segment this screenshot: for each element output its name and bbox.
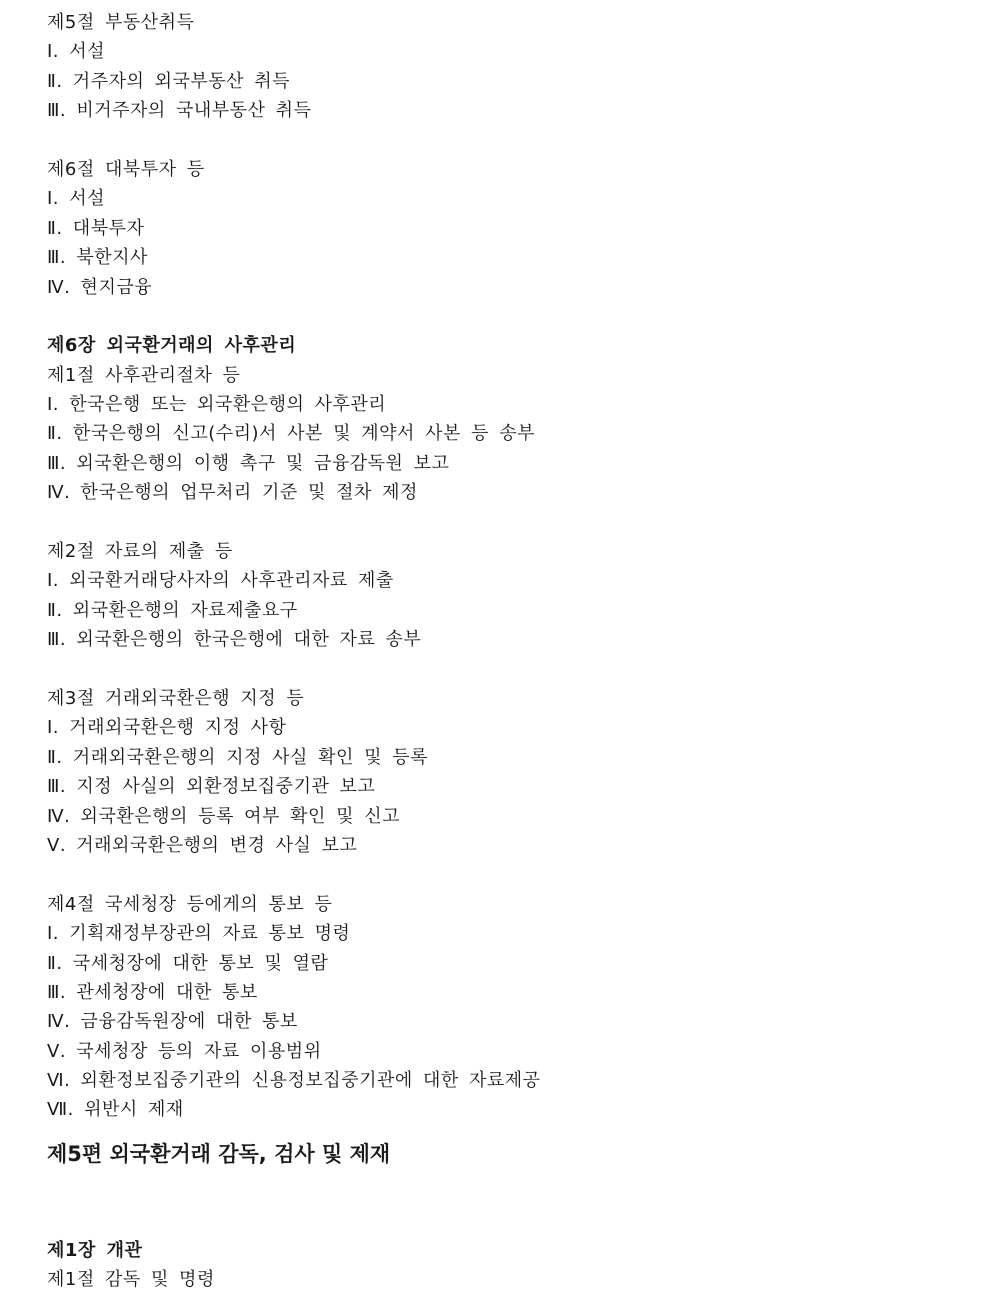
chapter-heading: 제1장 개관 <box>47 1239 143 1261</box>
list-item: Ⅶ. 위반시 제재 <box>47 1099 184 1121</box>
list-item: Ⅴ. 거래외국환은행의 변경 사실 보고 <box>47 834 358 856</box>
section-heading: 제3절 거래외국환은행 지정 등 <box>47 687 305 709</box>
list-item: Ⅱ. 거래외국환은행의 지정 사실 확인 및 등록 <box>47 746 429 768</box>
section-heading: 제4절 국세청장 등에게의 통보 등 <box>47 893 333 915</box>
list-item: Ⅱ. 외국환은행의 자료제출요구 <box>47 599 298 621</box>
list-item: Ⅱ. 국세청장에 대한 통보 및 열람 <box>47 952 329 974</box>
list-item: Ⅳ. 금융감독원장에 대한 통보 <box>47 1011 298 1033</box>
list-item: Ⅱ. 대북투자 <box>47 217 145 239</box>
list-item: Ⅴ. 국세청장 등의 자료 이용범위 <box>47 1040 322 1062</box>
list-item: Ⅰ. 서설 <box>47 188 106 210</box>
list-item: Ⅲ. 외국환은행의 한국은행에 대한 자료 송부 <box>47 629 422 651</box>
document-body <box>47 8 947 1295</box>
section-heading: 제2절 자료의 제출 등 <box>47 541 233 563</box>
list-item: Ⅲ. 외국환은행의 이행 촉구 및 금융감독원 보고 <box>47 452 450 474</box>
list-item: Ⅲ. 관세청장에 대한 통보 <box>47 981 258 1003</box>
part-heading: 제5편 외국환거래 감독, 검사 및 제재 <box>47 1141 391 1166</box>
list-item: Ⅳ. 외국환은행의 등록 여부 확인 및 신고 <box>47 805 400 827</box>
list-item: Ⅰ. 거래외국환은행 지정 사항 <box>47 717 287 739</box>
section-heading: 제6절 대북투자 등 <box>47 158 205 180</box>
section-heading: 제5절 부동산취득 <box>47 12 195 33</box>
list-item: Ⅱ. 한국은행의 신고(수리)서 사본 및 계약서 사본 등 송부 <box>47 423 536 445</box>
list-item: Ⅰ. 외국환거래당사자의 사후관리자료 제출 <box>47 570 394 592</box>
section-heading: 제1절 사후관리절차 등 <box>47 364 241 386</box>
list-item: Ⅲ. 북한지사 <box>47 247 148 269</box>
chapter-heading: 제6장 외국환거래의 사후관리 <box>47 335 297 357</box>
list-item: Ⅰ. 서설 <box>47 41 106 63</box>
list-item: Ⅲ. 비거주자의 국내부동산 취득 <box>47 100 312 122</box>
list-item: Ⅰ. 한국은행 또는 외국환은행의 사후관리 <box>47 394 387 416</box>
list-item: Ⅳ. 현지금융 <box>47 276 153 298</box>
list-item: Ⅵ. 외환정보집중기관의 신용정보집중기관에 대한 자료제공 <box>47 1070 541 1092</box>
section-heading: 제1절 감독 및 명령 <box>47 1269 215 1291</box>
list-item: Ⅱ. 거주자의 외국부동산 취득 <box>47 70 291 92</box>
list-item: Ⅰ. 기획재정부장관의 자료 통보 명령 <box>47 923 351 945</box>
list-item: Ⅲ. 지정 사실의 외환정보집중기관 보고 <box>47 776 376 798</box>
list-item: Ⅳ. 한국은행의 업무처리 기준 및 절차 제정 <box>47 482 418 504</box>
